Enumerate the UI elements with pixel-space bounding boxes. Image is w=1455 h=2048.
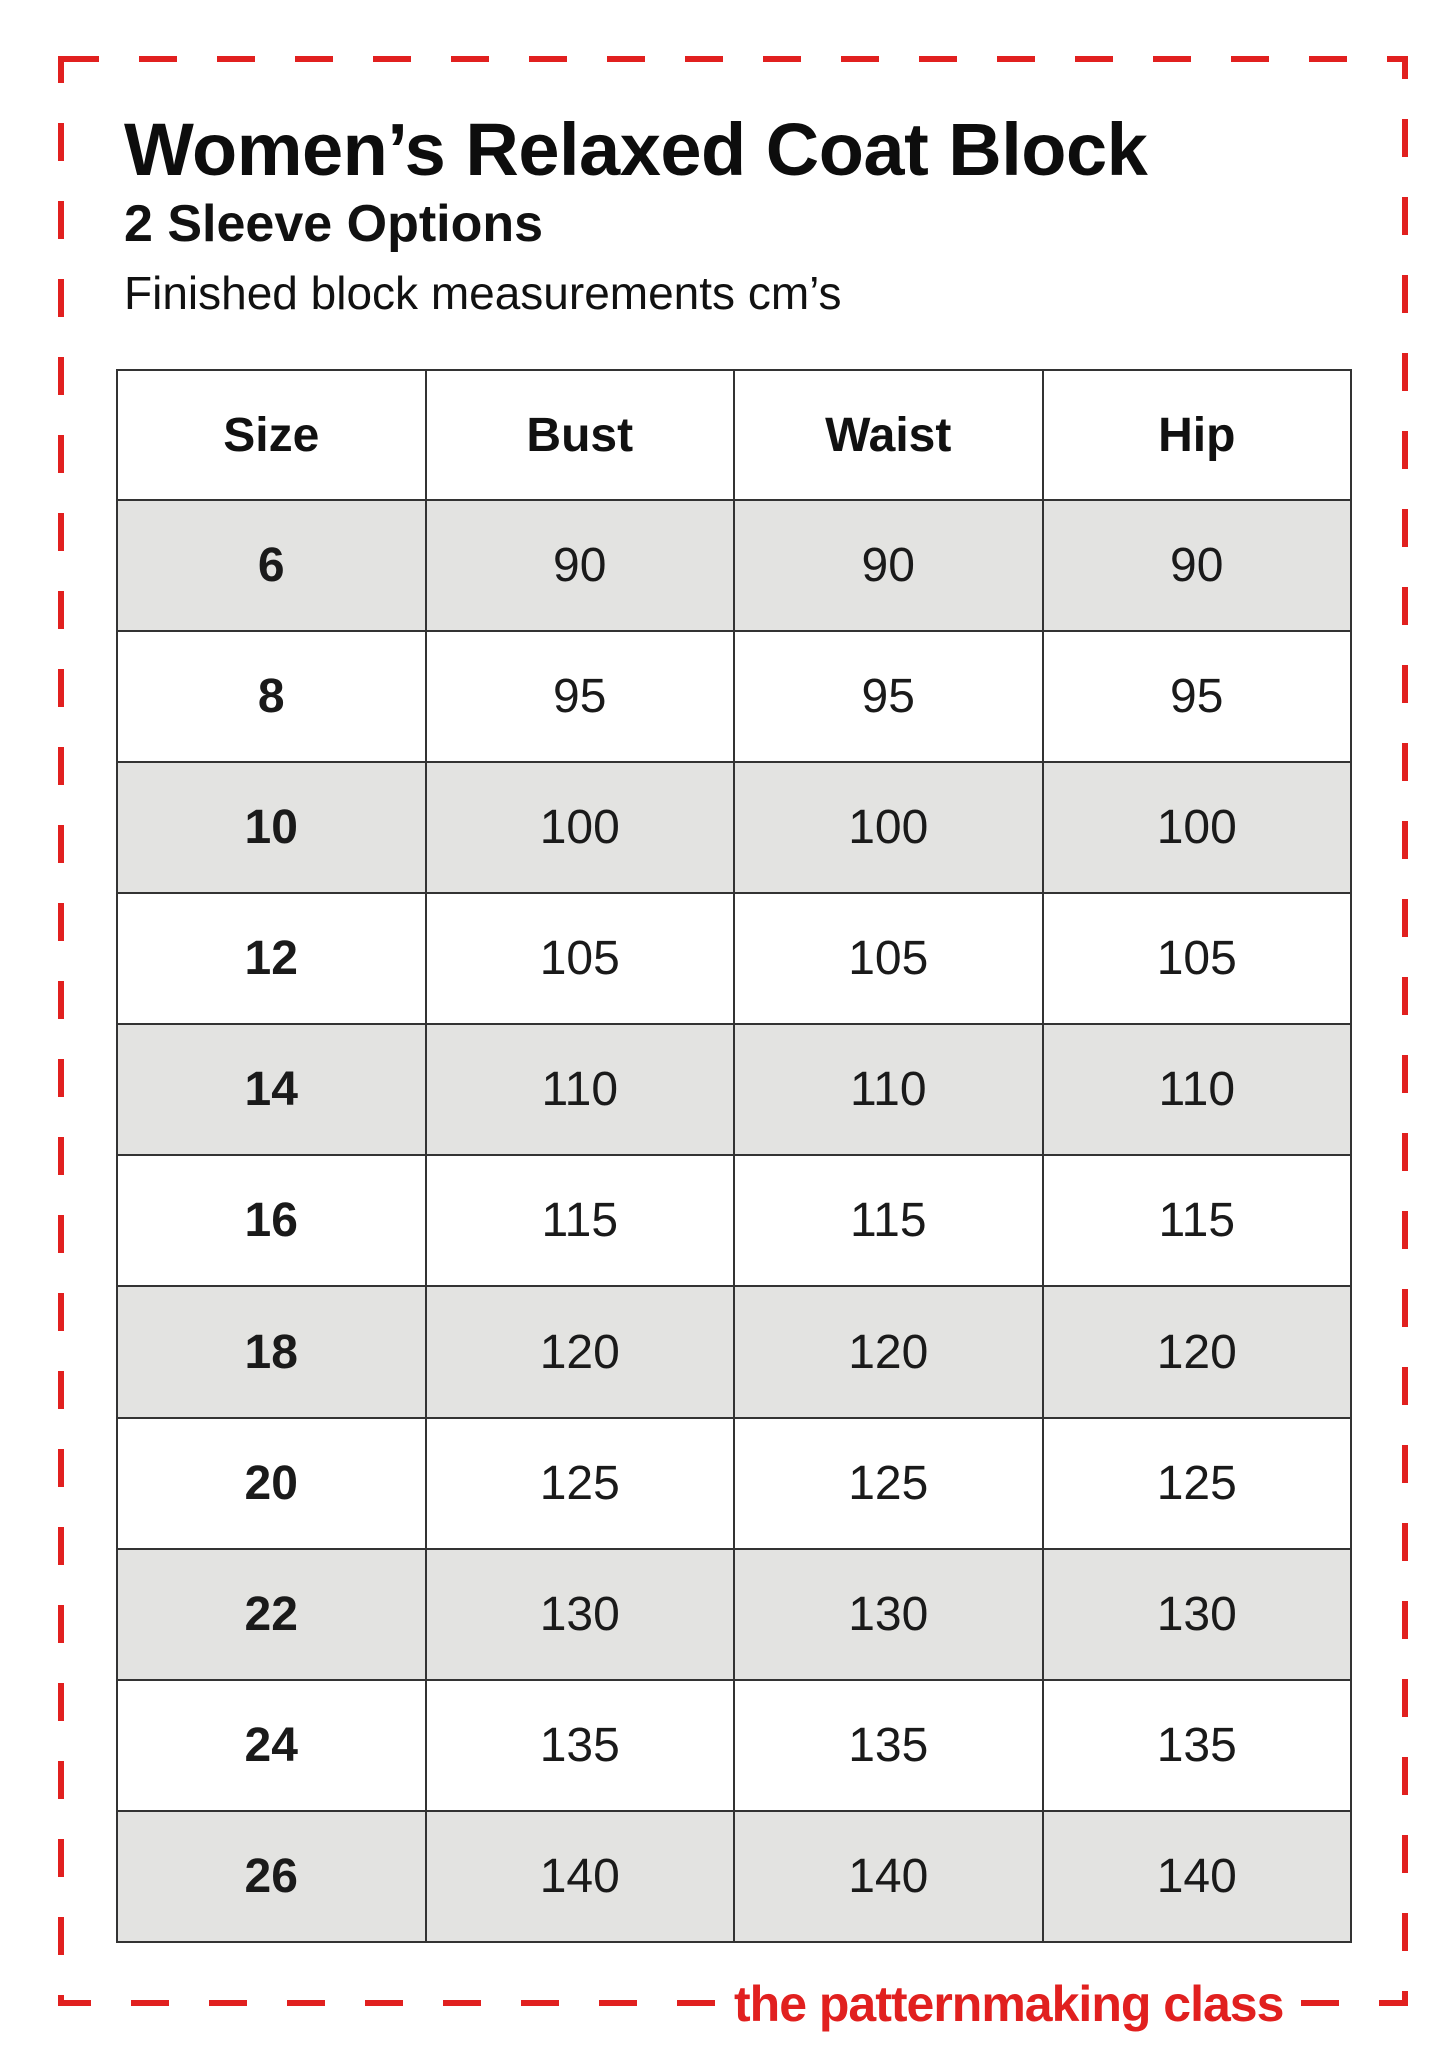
table-row [117, 1549, 1351, 1680]
size-cell: 22 [117, 1549, 426, 1680]
size-cell: 10 [117, 762, 426, 893]
table-row [117, 1024, 1351, 1155]
size-cell: 8 [117, 631, 426, 762]
hip-cell: 115 [1043, 1155, 1352, 1286]
column-header-hip: Hip [1043, 370, 1352, 500]
bust-cell: 110 [426, 1024, 735, 1155]
brand-logo-text: the patternmaking class [728, 1972, 1289, 2036]
bust-cell: 140 [426, 1811, 735, 1942]
measurement-caption: Finished block measurements cm’s [124, 267, 842, 319]
table-row [117, 1680, 1351, 1811]
size-cell: 18 [117, 1286, 426, 1417]
size-cell: 6 [117, 500, 426, 631]
waist-cell: 105 [734, 893, 1043, 1024]
hip-cell: 130 [1043, 1549, 1352, 1680]
bust-cell: 120 [426, 1286, 735, 1417]
waist-cell: 125 [734, 1418, 1043, 1549]
size-chart-table [116, 369, 1352, 1943]
hip-cell: 140 [1043, 1811, 1352, 1942]
table-row [117, 1811, 1351, 1942]
waist-cell: 120 [734, 1286, 1043, 1417]
table-row [117, 631, 1351, 762]
hip-cell: 135 [1043, 1680, 1352, 1811]
column-header-bust: Bust [426, 370, 735, 500]
table-row [117, 1155, 1351, 1286]
bust-cell: 90 [426, 500, 735, 631]
bust-cell: 130 [426, 1549, 735, 1680]
column-header-size: Size [117, 370, 426, 500]
table-row [117, 893, 1351, 1024]
page-title: Women’s Relaxed Coat Block [124, 108, 1148, 191]
table-row [117, 762, 1351, 893]
size-cell: 24 [117, 1680, 426, 1811]
hip-cell: 120 [1043, 1286, 1352, 1417]
hip-cell: 95 [1043, 631, 1352, 762]
hip-cell: 110 [1043, 1024, 1352, 1155]
size-cell: 16 [117, 1155, 426, 1286]
page-subtitle: 2 Sleeve Options [124, 195, 544, 253]
waist-cell: 130 [734, 1549, 1043, 1680]
bust-cell: 125 [426, 1418, 735, 1549]
hip-cell: 105 [1043, 893, 1352, 1024]
size-cell: 12 [117, 893, 426, 1024]
waist-cell: 90 [734, 500, 1043, 631]
size-cell: 14 [117, 1024, 426, 1155]
waist-cell: 115 [734, 1155, 1043, 1286]
hip-cell: 100 [1043, 762, 1352, 893]
waist-cell: 135 [734, 1680, 1043, 1811]
hip-cell: 90 [1043, 500, 1352, 631]
waist-cell: 110 [734, 1024, 1043, 1155]
size-cell: 20 [117, 1418, 426, 1549]
table-row [117, 1286, 1351, 1417]
table-row [117, 500, 1351, 631]
waist-cell: 95 [734, 631, 1043, 762]
column-header-waist: Waist [734, 370, 1043, 500]
bust-cell: 105 [426, 893, 735, 1024]
waist-cell: 140 [734, 1811, 1043, 1942]
table-header-row [117, 370, 1351, 500]
bust-cell: 135 [426, 1680, 735, 1811]
size-cell: 26 [117, 1811, 426, 1942]
bust-cell: 95 [426, 631, 735, 762]
hip-cell: 125 [1043, 1418, 1352, 1549]
bust-cell: 100 [426, 762, 735, 893]
bust-cell: 115 [426, 1155, 735, 1286]
waist-cell: 100 [734, 762, 1043, 893]
table-row [117, 1418, 1351, 1549]
